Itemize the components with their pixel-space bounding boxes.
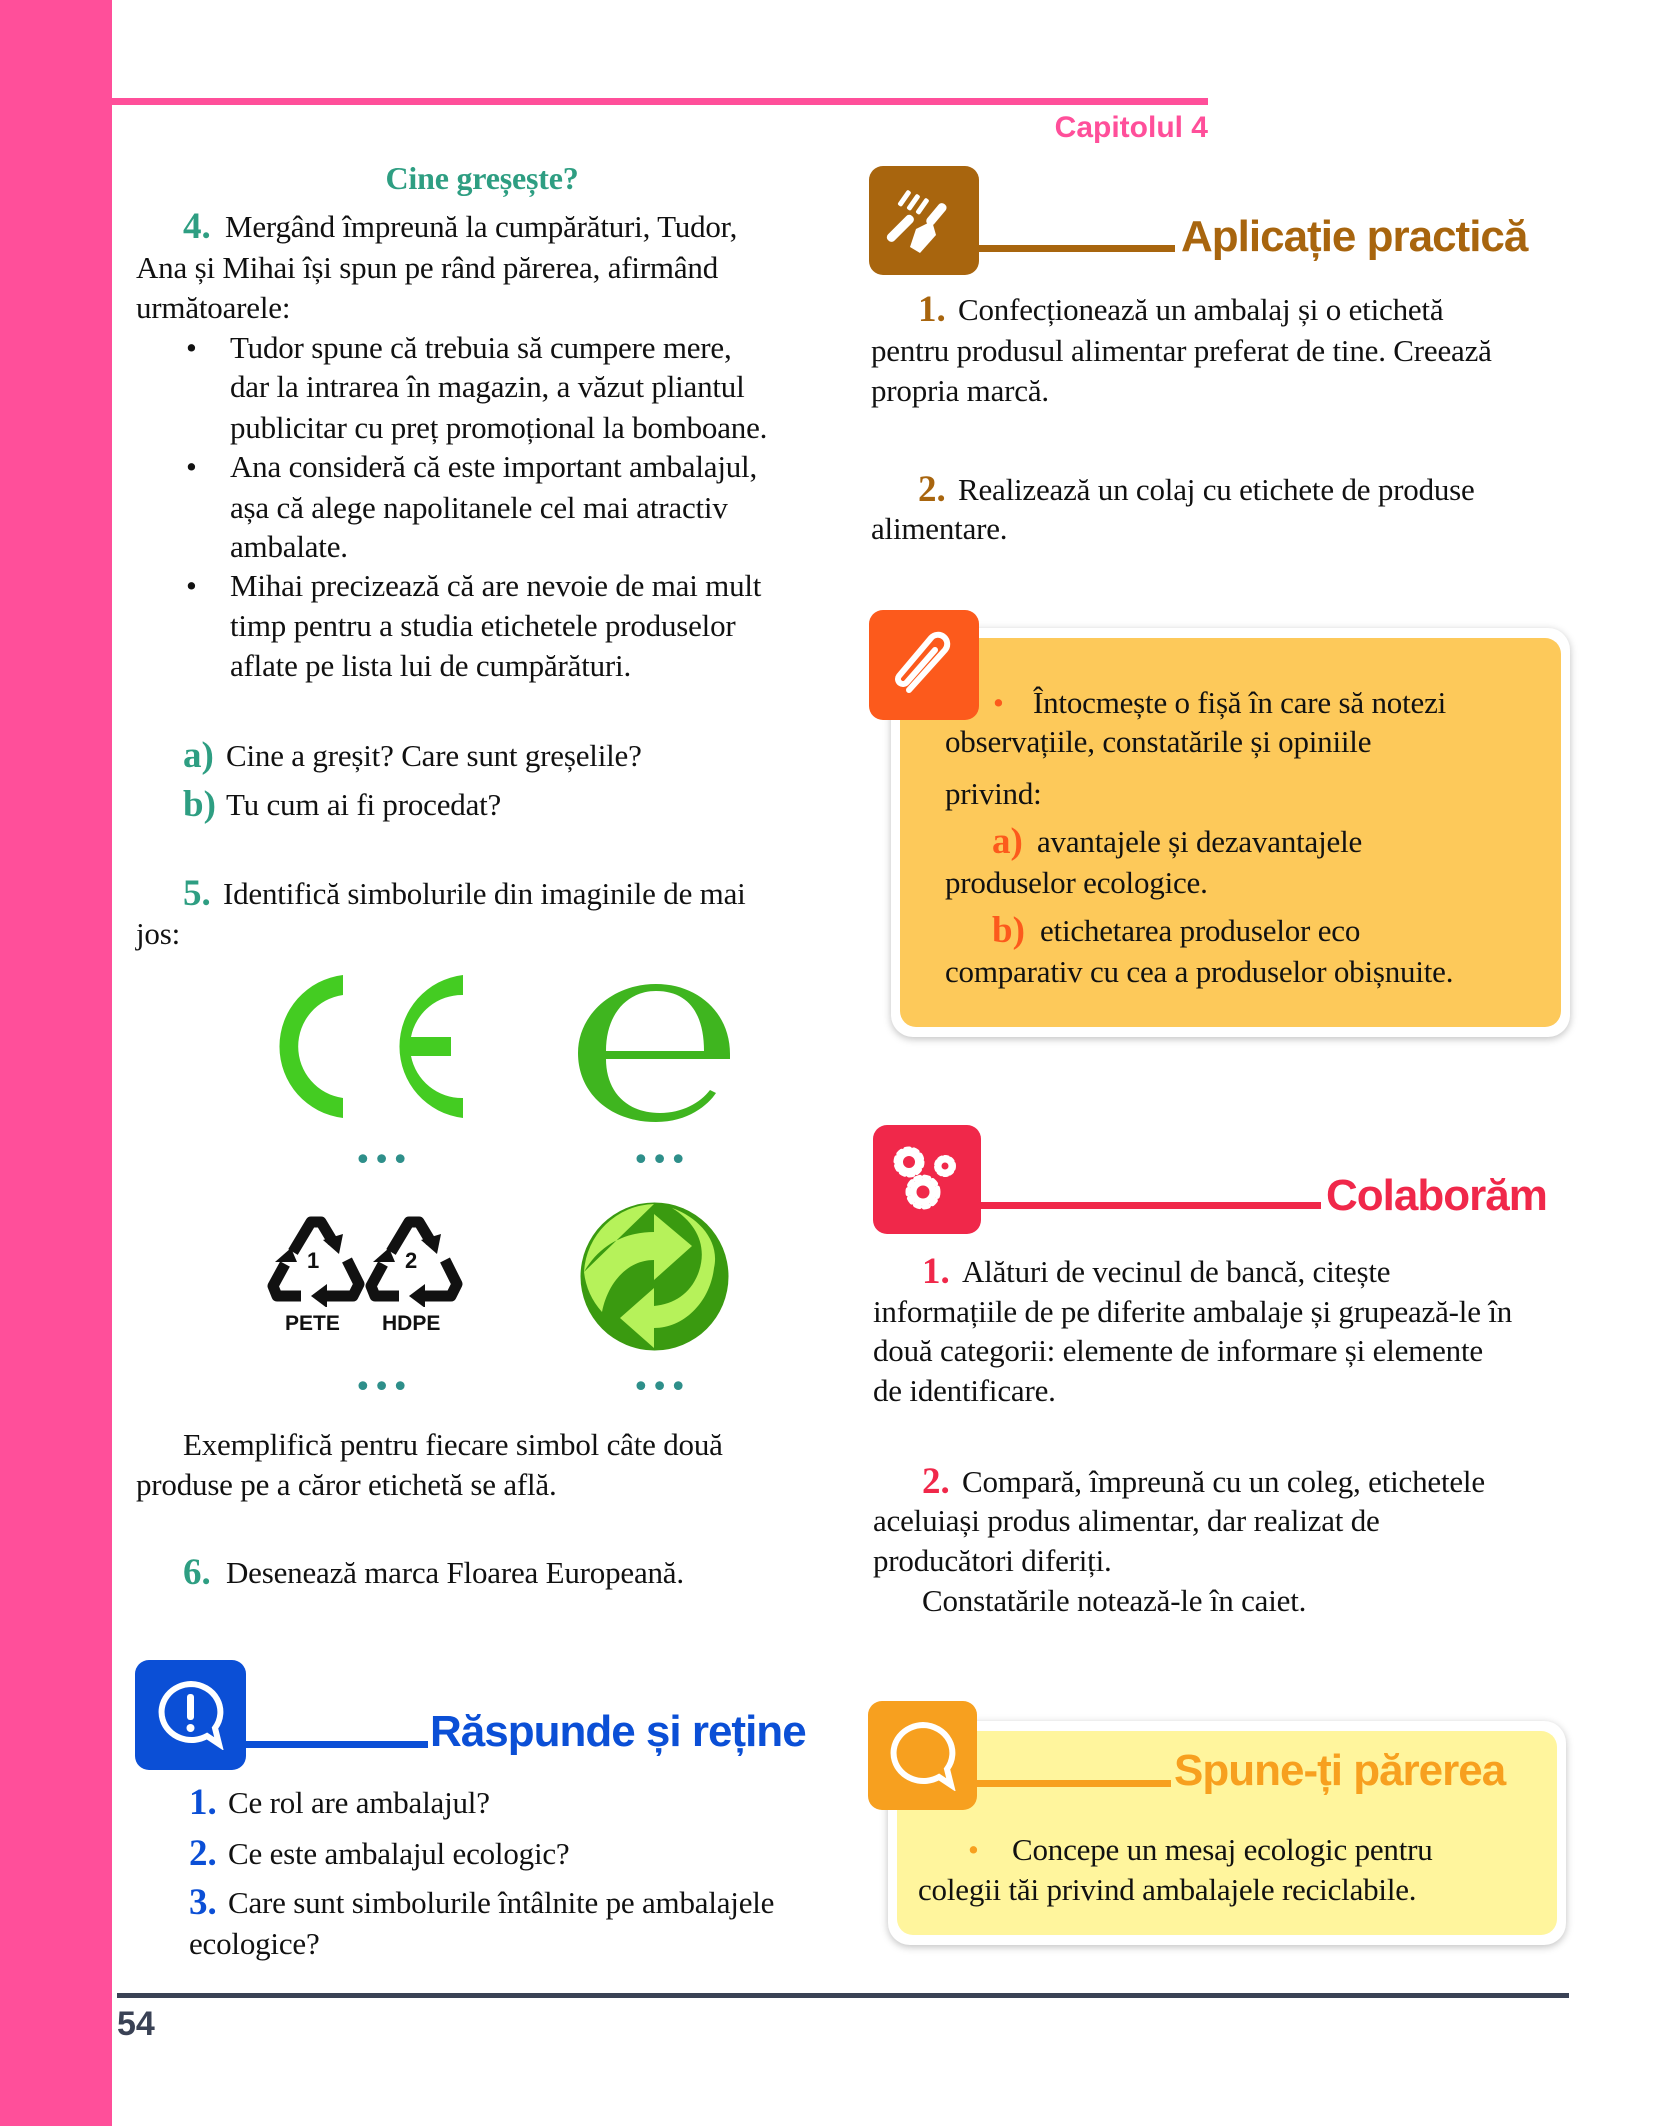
colaboram-item-text: Constatările notează-le în caiet. [922,1583,1307,1618]
recycle-label-hdpe: HDPE [382,1312,441,1335]
q4-number: 4. [183,206,211,247]
colaboram-item-text: Compară, împreună cu un coleg, etichetele [962,1464,1485,1499]
colaboram-item-text: aceluiași produs alimentar, dar realizat de [873,1503,1380,1538]
page-number: 54 [117,2005,155,2043]
paperclip-icon [869,610,979,720]
recycle-label-pete: PETE [285,1312,340,1335]
bullet-mark: • [186,568,197,603]
qa-label: a) [183,735,214,776]
q4-line: Mergând împreună la cumpărături, Tudor, [225,209,738,244]
fisa-a-text: produselor ecologice. [945,865,1208,900]
symbol-answer-placeholder: ••• [354,1370,411,1405]
q5-line: jos: [136,916,180,951]
chapter-label: Capitolul 4 [1054,111,1208,144]
colaboram-item-text: două categorii: elemente de informare și elemente [873,1333,1483,1368]
fisa-b-label: b) [992,910,1025,951]
spune-line: Concepe un mesaj ecologic pentru [1012,1832,1433,1867]
footer-rule [117,1993,1569,1998]
qb-label: b) [183,784,216,825]
exclamation-bubble-icon [135,1660,246,1770]
colaboram-item-text: informațiile de pe diferite ambalaje și grupează-le în [873,1294,1513,1329]
bullet-mark: • [186,449,197,484]
raspunde-item-text: Ce este ambalajul ecologic? [228,1836,570,1871]
fisa-line: privind: [945,776,1042,811]
aplicatie-title: Aplicație practică [1181,212,1528,261]
aplicatie-item-number: 1. [918,289,946,330]
fisa-a-text: avantajele și dezavantajele [1037,824,1363,859]
bullet-line: ambalate. [230,529,348,564]
q5-line: Identifică simbolurile din imaginile de mai [223,876,746,911]
aplicatie-item-text: pentru produsul alimentar preferat de tine. Creează [871,333,1492,368]
colaboram-title: Colaborăm [1326,1171,1547,1220]
colaboram-item-text: Alături de vecinul de bancă, citește [962,1254,1391,1289]
spune-bullet: • [968,1832,979,1867]
q4-line: următoarele: [136,290,291,325]
section-title-cine-greseste: Cine greșește? [385,160,579,196]
bullet-line: Tudor spune că trebuia să cumpere mere, [230,330,732,365]
aplicatie-item-text: Confecționează un ambalaj și o etichetă [958,292,1444,327]
raspunde-item-number: 1. [189,1782,217,1823]
raspunde-item-text: Ce rol are ambalajul? [228,1785,490,1820]
spune-rule [977,1780,1171,1787]
gears-icon [873,1125,981,1234]
fisa-b-text: comparativ cu cea a produselor obișnuite. [945,954,1454,989]
aplicatie-item-text: alimentare. [871,511,1008,546]
garden-tools-icon [869,166,979,275]
exemplify-line: Exemplifică pentru fiecare simbol câte două [183,1427,723,1462]
q6-number: 6. [183,1552,211,1593]
bullet-line: dar la intrarea în magazin, a văzut pliantul [230,369,745,404]
bullet-line: publicitar cu preț promoțional la bomboane. [230,410,768,445]
recycle-number-2: 2 [405,1248,418,1273]
speech-bubble-icon [868,1701,977,1810]
aplicatie-rule [979,245,1175,252]
raspunde-title: Răspunde și reține [430,1707,806,1756]
bullet-mark: • [186,330,197,365]
aplicatie-item-text: Realizează un colaj cu etichete de produse [958,472,1475,507]
recycling-codes-icon [267,1212,467,1342]
spune-line: colegii tăi privind ambalajele reciclabile. [918,1872,1417,1907]
fisa-line: observațiile, constatările și opiniile [945,724,1372,759]
colaboram-item-number: 1. [922,1251,950,1292]
colaboram-item-number: 2. [922,1461,950,1502]
bullet-line: Mihai precizează că are nevoie de mai mult [230,568,762,603]
symbol-answer-placeholder: ••• [632,1143,689,1178]
spune-title: Spune-ți părerea [1174,1746,1506,1795]
qb-text: Tu cum ai fi procedat? [226,787,502,822]
bullet-line: timp pentru a studia etichetele produselor [230,608,736,643]
fisa-line: Întocmește o fișă în care să notezi [1033,685,1447,720]
recycle-number-1: 1 [307,1248,320,1273]
fisa-a-label: a) [992,821,1023,862]
bullet-line: Ana consideră că este important ambalajul, [230,449,758,484]
green-dot-icon [580,1202,729,1351]
fisa-bullet: • [993,685,1004,720]
header-rule [112,98,1208,105]
aplicatie-item-text: propria marcă. [871,373,1049,408]
raspunde-item-number: 3. [189,1882,217,1923]
bullet-line: aflate pe lista lui de cumpărături. [230,648,631,683]
colaboram-item-text: producători diferiți. [873,1543,1112,1578]
ce-mark-icon [263,975,463,1118]
q5-number: 5. [183,873,211,914]
exemplify-line: produse pe a căror etichetă se află. [136,1467,557,1502]
fisa-b-text: etichetarea produselor eco [1040,913,1361,948]
q4-line: Ana și Mihai își spun pe rând părerea, afirmând [136,250,718,285]
aplicatie-item-number: 2. [918,469,946,510]
colaboram-item-text: de identificare. [873,1373,1056,1408]
bullet-line: așa că alege napolitanele cel mai atractiv [230,490,728,525]
qa-text: Cine a greșit? Care sunt greșelile? [226,738,642,773]
estimated-e-mark-icon [578,983,730,1123]
symbol-answer-placeholder: ••• [354,1143,411,1178]
symbol-answer-placeholder: ••• [632,1370,689,1405]
raspunde-item-text: Care sunt simbolurile întâlnite pe ambalajele [228,1885,775,1920]
pink-side-band [0,0,112,2126]
raspunde-item-number: 2. [189,1833,217,1874]
raspunde-item-text: ecologice? [189,1926,320,1961]
colaboram-rule [981,1202,1321,1209]
q6-text: Desenează marca Floarea Europeană. [226,1555,684,1590]
raspunde-rule [246,1741,428,1748]
